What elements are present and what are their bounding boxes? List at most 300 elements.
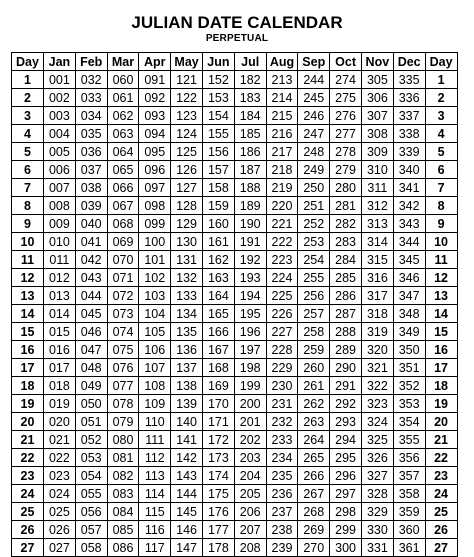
julian-date-cell: 201 (234, 413, 266, 431)
julian-date-cell: 166 (202, 323, 234, 341)
julian-date-cell: 246 (298, 107, 330, 125)
table-row (12, 251, 458, 269)
julian-date-cell: 207 (234, 521, 266, 539)
julian-date-cell: 198 (234, 359, 266, 377)
julian-date-cell: 171 (202, 413, 234, 431)
julian-date-cell: 287 (330, 305, 362, 323)
julian-date-cell: 278 (330, 143, 362, 161)
julian-date-cell: 099 (139, 215, 171, 233)
julian-date-cell: 125 (171, 143, 203, 161)
julian-date-cell: 244 (298, 71, 330, 89)
julian-date-cell: 254 (298, 251, 330, 269)
julian-date-cell: 116 (139, 521, 171, 539)
julian-date-cell: 245 (298, 89, 330, 107)
julian-date-cell: 050 (75, 395, 107, 413)
julian-date-cell: 086 (107, 539, 139, 557)
julian-date-cell: 021 (44, 431, 76, 449)
julian-date-cell: 137 (171, 359, 203, 377)
julian-date-cell: 047 (75, 341, 107, 359)
julian-date-cell: 067 (107, 197, 139, 215)
julian-date-cell: 172 (202, 431, 234, 449)
table-row (12, 539, 458, 557)
julian-date-cell: 274 (330, 71, 362, 89)
julian-date-cell: 196 (234, 323, 266, 341)
julian-date-cell: 011 (44, 251, 76, 269)
julian-date-cell: 283 (330, 233, 362, 251)
julian-date-cell: 037 (75, 161, 107, 179)
julian-date-cell: 282 (330, 215, 362, 233)
julian-date-cell: 310 (361, 161, 393, 179)
table-row (12, 485, 458, 503)
julian-date-cell: 018 (44, 377, 76, 395)
julian-date-cell: 360 (393, 521, 425, 539)
julian-date-cell: 124 (171, 125, 203, 143)
julian-date-cell: 154 (202, 107, 234, 125)
day-number-cell: 21 (12, 431, 44, 449)
julian-date-cell: 034 (75, 107, 107, 125)
day-number-cell: 12 (425, 269, 457, 287)
day-number-cell: 14 (425, 305, 457, 323)
day-number-cell: 3 (12, 107, 44, 125)
julian-date-cell: 256 (298, 287, 330, 305)
julian-date-cell: 202 (234, 431, 266, 449)
julian-date-cell: 339 (393, 143, 425, 161)
julian-date-cell: 292 (330, 395, 362, 413)
julian-date-cell: 143 (171, 467, 203, 485)
column-header-month: Jan (44, 53, 76, 71)
julian-date-cell: 216 (266, 125, 298, 143)
julian-date-cell: 117 (139, 539, 171, 557)
julian-date-cell: 106 (139, 341, 171, 359)
julian-date-cell: 335 (393, 71, 425, 89)
julian-date-cell: 189 (234, 197, 266, 215)
julian-date-cell: 235 (266, 467, 298, 485)
julian-date-cell: 296 (330, 467, 362, 485)
julian-date-cell: 062 (107, 107, 139, 125)
julian-date-cell: 096 (139, 161, 171, 179)
julian-date-cell: 162 (202, 251, 234, 269)
julian-date-cell: 294 (330, 431, 362, 449)
julian-date-cell: 095 (139, 143, 171, 161)
julian-date-cell: 238 (266, 521, 298, 539)
day-number-cell: 22 (425, 449, 457, 467)
julian-date-cell: 315 (361, 251, 393, 269)
julian-date-cell: 177 (202, 521, 234, 539)
julian-date-cell: 160 (202, 215, 234, 233)
day-number-cell: 7 (425, 179, 457, 197)
table-row (12, 359, 458, 377)
page-subtitle: PERPETUAL (205, 33, 269, 44)
julian-date-cell: 208 (234, 539, 266, 557)
julian-date-cell: 024 (44, 485, 76, 503)
julian-date-cell: 093 (139, 107, 171, 125)
julian-date-cell: 344 (393, 233, 425, 251)
julian-date-cell: 103 (139, 287, 171, 305)
day-number-cell: 2 (12, 89, 44, 107)
day-number-cell: 4 (425, 125, 457, 143)
julian-date-cell: 275 (330, 89, 362, 107)
julian-date-cell: 115 (139, 503, 171, 521)
julian-date-cell: 260 (298, 359, 330, 377)
julian-date-cell: 352 (393, 377, 425, 395)
julian-date-cell: 023 (44, 467, 76, 485)
julian-date-cell: 329 (361, 503, 393, 521)
julian-date-cell: 153 (202, 89, 234, 107)
julian-date-cell: 261 (298, 377, 330, 395)
day-number-cell: 24 (425, 485, 457, 503)
julian-date-cell: 133 (171, 287, 203, 305)
julian-date-cell: 316 (361, 269, 393, 287)
julian-date-cell: 135 (171, 323, 203, 341)
julian-date-cell: 102 (139, 269, 171, 287)
table-row (12, 269, 458, 287)
julian-date-cell: 132 (171, 269, 203, 287)
julian-date-cell: 213 (266, 71, 298, 89)
julian-date-cell: 359 (393, 503, 425, 521)
table-row (12, 431, 458, 449)
table-row (12, 305, 458, 323)
julian-date-cell: 013 (44, 287, 76, 305)
julian-date-cell: 054 (75, 467, 107, 485)
day-number-cell: 17 (425, 359, 457, 377)
julian-date-cell: 076 (107, 359, 139, 377)
day-number-cell: 5 (425, 143, 457, 161)
table-row (12, 215, 458, 233)
day-number-cell: 25 (425, 503, 457, 521)
table-row (12, 449, 458, 467)
julian-date-cell: 324 (361, 413, 393, 431)
julian-date-cell: 277 (330, 125, 362, 143)
julian-date-cell: 326 (361, 449, 393, 467)
julian-date-cell: 159 (202, 197, 234, 215)
julian-date-table (11, 52, 458, 557)
julian-date-cell: 044 (75, 287, 107, 305)
julian-date-cell: 105 (139, 323, 171, 341)
julian-date-cell: 297 (330, 485, 362, 503)
julian-date-cell: 206 (234, 503, 266, 521)
julian-date-cell: 205 (234, 485, 266, 503)
julian-date-cell: 266 (298, 467, 330, 485)
julian-date-cell: 015 (44, 323, 76, 341)
julian-date-cell: 163 (202, 269, 234, 287)
day-number-cell: 11 (425, 251, 457, 269)
day-number-cell: 14 (12, 305, 44, 323)
julian-date-cell: 182 (234, 71, 266, 89)
julian-date-cell: 214 (266, 89, 298, 107)
julian-date-cell: 035 (75, 125, 107, 143)
julian-date-cell: 025 (44, 503, 76, 521)
julian-date-cell: 215 (266, 107, 298, 125)
column-header-month: Aug (266, 53, 298, 71)
julian-date-cell: 255 (298, 269, 330, 287)
julian-date-cell: 184 (234, 107, 266, 125)
julian-date-cell: 136 (171, 341, 203, 359)
julian-date-cell: 174 (202, 467, 234, 485)
day-number-cell: 26 (12, 521, 44, 539)
julian-date-cell: 169 (202, 377, 234, 395)
column-header-day: Day (425, 53, 457, 71)
julian-date-cell: 176 (202, 503, 234, 521)
julian-date-cell: 357 (393, 467, 425, 485)
julian-date-cell: 320 (361, 341, 393, 359)
julian-date-cell: 085 (107, 521, 139, 539)
julian-date-cell: 204 (234, 467, 266, 485)
julian-date-cell: 328 (361, 485, 393, 503)
julian-date-cell: 319 (361, 323, 393, 341)
column-header-month: Oct (330, 53, 362, 71)
julian-date-cell: 298 (330, 503, 362, 521)
julian-date-cell: 145 (171, 503, 203, 521)
julian-date-cell: 053 (75, 449, 107, 467)
julian-date-cell: 325 (361, 431, 393, 449)
julian-date-cell: 014 (44, 305, 76, 323)
day-number-cell: 18 (425, 377, 457, 395)
julian-date-cell: 094 (139, 125, 171, 143)
column-header-month: Nov (361, 53, 393, 71)
julian-date-cell: 109 (139, 395, 171, 413)
julian-date-cell: 112 (139, 449, 171, 467)
julian-date-cell: 003 (44, 107, 76, 125)
julian-date-cell: 230 (266, 377, 298, 395)
julian-date-cell: 083 (107, 485, 139, 503)
julian-date-cell: 233 (266, 431, 298, 449)
julian-date-cell: 358 (393, 485, 425, 503)
julian-date-cell: 276 (330, 107, 362, 125)
julian-date-cell: 258 (298, 323, 330, 341)
julian-date-cell: 187 (234, 161, 266, 179)
julian-date-cell: 347 (393, 287, 425, 305)
julian-date-cell: 186 (234, 143, 266, 161)
julian-date-cell: 286 (330, 287, 362, 305)
julian-date-cell: 309 (361, 143, 393, 161)
julian-date-cell: 285 (330, 269, 362, 287)
julian-date-cell: 194 (234, 287, 266, 305)
julian-date-cell: 251 (298, 197, 330, 215)
day-number-cell: 2 (425, 89, 457, 107)
julian-date-cell: 027 (44, 539, 76, 557)
day-number-cell: 1 (425, 71, 457, 89)
julian-date-cell: 346 (393, 269, 425, 287)
julian-date-cell: 110 (139, 413, 171, 431)
julian-date-cell: 193 (234, 269, 266, 287)
julian-date-cell: 290 (330, 359, 362, 377)
julian-date-cell: 337 (393, 107, 425, 125)
julian-date-cell: 232 (266, 413, 298, 431)
column-header-month: Mar (107, 53, 139, 71)
day-number-cell: 17 (12, 359, 44, 377)
column-header-month: Sep (298, 53, 330, 71)
table-header-row (12, 53, 458, 71)
julian-date-cell: 248 (298, 143, 330, 161)
julian-date-cell: 295 (330, 449, 362, 467)
julian-date-cell: 223 (266, 251, 298, 269)
julian-date-cell: 249 (298, 161, 330, 179)
day-number-cell: 16 (12, 341, 44, 359)
julian-date-cell: 192 (234, 251, 266, 269)
julian-date-cell: 070 (107, 251, 139, 269)
julian-date-cell: 279 (330, 161, 362, 179)
julian-date-cell: 195 (234, 305, 266, 323)
julian-date-cell: 270 (298, 539, 330, 557)
julian-date-cell: 001 (44, 71, 76, 89)
table-row (12, 161, 458, 179)
julian-date-cell: 227 (266, 323, 298, 341)
julian-date-cell: 236 (266, 485, 298, 503)
day-number-cell: 19 (425, 395, 457, 413)
day-number-cell: 15 (12, 323, 44, 341)
day-number-cell: 22 (12, 449, 44, 467)
julian-date-cell: 178 (202, 539, 234, 557)
julian-date-cell: 043 (75, 269, 107, 287)
julian-date-cell: 004 (44, 125, 76, 143)
julian-date-cell: 111 (139, 431, 171, 449)
julian-date-cell: 072 (107, 287, 139, 305)
julian-date-cell: 330 (361, 521, 393, 539)
day-number-cell: 20 (425, 413, 457, 431)
julian-date-cell: 146 (171, 521, 203, 539)
julian-date-cell: 082 (107, 467, 139, 485)
julian-date-cell: 247 (298, 125, 330, 143)
julian-date-cell: 016 (44, 341, 76, 359)
julian-date-cell: 063 (107, 125, 139, 143)
julian-date-cell: 165 (202, 305, 234, 323)
day-number-cell: 27 (425, 539, 457, 557)
julian-date-cell: 058 (75, 539, 107, 557)
julian-date-cell: 156 (202, 143, 234, 161)
julian-date-cell: 219 (266, 179, 298, 197)
day-number-cell: 23 (12, 467, 44, 485)
julian-date-cell: 051 (75, 413, 107, 431)
table-row (12, 125, 458, 143)
julian-date-cell: 284 (330, 251, 362, 269)
column-header-month: Jul (234, 53, 266, 71)
julian-date-cell: 225 (266, 287, 298, 305)
julian-date-cell: 323 (361, 395, 393, 413)
julian-date-cell: 331 (361, 539, 393, 557)
julian-date-cell: 221 (266, 215, 298, 233)
julian-date-cell: 269 (298, 521, 330, 539)
julian-date-cell: 262 (298, 395, 330, 413)
julian-date-cell: 281 (330, 197, 362, 215)
day-number-cell: 12 (12, 269, 44, 287)
julian-date-cell: 049 (75, 377, 107, 395)
julian-date-cell: 341 (393, 179, 425, 197)
julian-date-cell: 257 (298, 305, 330, 323)
julian-date-cell: 060 (107, 71, 139, 89)
julian-date-cell: 200 (234, 395, 266, 413)
julian-date-cell: 288 (330, 323, 362, 341)
julian-date-cell: 361 (393, 539, 425, 557)
day-number-cell: 7 (12, 179, 44, 197)
julian-date-cell: 348 (393, 305, 425, 323)
day-number-cell: 25 (12, 503, 44, 521)
table-row (12, 89, 458, 107)
julian-date-cell: 046 (75, 323, 107, 341)
table-row (12, 521, 458, 539)
table-body (12, 71, 458, 557)
day-number-cell: 13 (12, 287, 44, 305)
julian-date-cell: 073 (107, 305, 139, 323)
julian-date-cell: 239 (266, 539, 298, 557)
julian-date-cell: 128 (171, 197, 203, 215)
julian-date-cell: 008 (44, 197, 76, 215)
julian-date-cell: 308 (361, 125, 393, 143)
day-number-cell: 8 (12, 197, 44, 215)
day-number-cell: 9 (12, 215, 44, 233)
column-header-month: Jun (202, 53, 234, 71)
julian-date-cell: 078 (107, 395, 139, 413)
julian-date-cell: 268 (298, 503, 330, 521)
julian-date-cell: 345 (393, 251, 425, 269)
julian-date-cell: 311 (361, 179, 393, 197)
table-row (12, 395, 458, 413)
julian-date-cell: 012 (44, 269, 76, 287)
julian-date-cell: 336 (393, 89, 425, 107)
julian-date-cell: 007 (44, 179, 76, 197)
julian-date-cell: 113 (139, 467, 171, 485)
julian-date-cell: 299 (330, 521, 362, 539)
day-number-cell: 18 (12, 377, 44, 395)
julian-date-cell: 300 (330, 539, 362, 557)
julian-date-cell: 040 (75, 215, 107, 233)
day-number-cell: 23 (425, 467, 457, 485)
day-number-cell: 11 (12, 251, 44, 269)
julian-date-cell: 289 (330, 341, 362, 359)
day-number-cell: 6 (425, 161, 457, 179)
julian-date-cell: 317 (361, 287, 393, 305)
julian-date-cell: 139 (171, 395, 203, 413)
julian-date-cell: 006 (44, 161, 76, 179)
julian-date-cell: 017 (44, 359, 76, 377)
day-number-cell: 24 (12, 485, 44, 503)
julian-date-cell: 343 (393, 215, 425, 233)
julian-date-cell: 237 (266, 503, 298, 521)
julian-date-cell: 080 (107, 431, 139, 449)
julian-date-cell: 108 (139, 377, 171, 395)
julian-date-cell: 342 (393, 197, 425, 215)
julian-date-cell: 340 (393, 161, 425, 179)
julian-date-cell: 077 (107, 377, 139, 395)
julian-date-cell: 307 (361, 107, 393, 125)
julian-date-cell: 134 (171, 305, 203, 323)
julian-date-cell: 010 (44, 233, 76, 251)
julian-date-cell: 228 (266, 341, 298, 359)
julian-date-cell: 005 (44, 143, 76, 161)
julian-date-cell: 305 (361, 71, 393, 89)
julian-date-cell: 267 (298, 485, 330, 503)
julian-date-cell: 263 (298, 413, 330, 431)
julian-date-cell: 253 (298, 233, 330, 251)
julian-date-cell: 354 (393, 413, 425, 431)
julian-date-cell: 327 (361, 467, 393, 485)
julian-date-cell: 061 (107, 89, 139, 107)
julian-date-cell: 020 (44, 413, 76, 431)
julian-date-cell: 199 (234, 377, 266, 395)
julian-date-cell: 155 (202, 125, 234, 143)
julian-date-cell: 259 (298, 341, 330, 359)
day-number-cell: 13 (425, 287, 457, 305)
julian-date-cell: 147 (171, 539, 203, 557)
julian-date-cell: 065 (107, 161, 139, 179)
day-number-cell: 3 (425, 107, 457, 125)
day-number-cell: 15 (425, 323, 457, 341)
julian-date-cell: 026 (44, 521, 76, 539)
day-number-cell: 6 (12, 161, 44, 179)
julian-date-cell: 355 (393, 431, 425, 449)
day-number-cell: 19 (12, 395, 44, 413)
day-number-cell: 27 (12, 539, 44, 557)
julian-date-cell: 144 (171, 485, 203, 503)
